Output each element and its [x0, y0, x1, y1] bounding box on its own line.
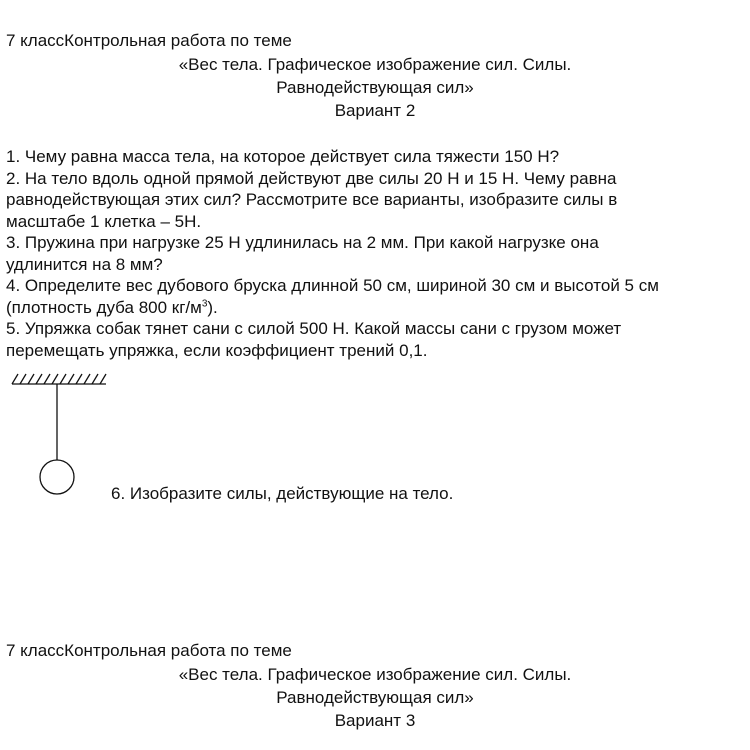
question-5-line1: 5. Упряжка собак тянет сани с силой 500 Н. Какой массы сани с грузом может	[6, 319, 622, 338]
variant2-header-line1: 7 классКонтрольная работа по теме	[6, 31, 292, 50]
task-6: 6. Изобразите силы, действующие на тело.	[111, 484, 454, 503]
question-2-line2: равнодействующая этих сил? Рассмотрите все варианты, изобразите силы в	[6, 190, 618, 209]
variant2-header-line2: «Вес тела. Графическое изображение сил. Силы.	[178, 55, 572, 74]
ceiling-hatching	[12, 374, 106, 384]
variant3-header-line2: «Вес тела. Графическое изображение сил. Силы.	[178, 665, 572, 684]
pendulum-bob	[40, 460, 74, 494]
question-3-line2: удлинится на 8 мм?	[6, 254, 163, 274]
variant3-header-line3: Равнодействующая сил»	[276, 688, 474, 707]
question-4-line1: 4. Определите вес дубового бруска длинной 50 см, шириной 30 см и высотой 5 см	[6, 276, 659, 295]
question-1: 1. Чему равна масса тела, на которое действует сила тяжести 150 Н?	[6, 147, 560, 166]
variant3-label: Вариант 3	[334, 711, 416, 730]
question-5-line2: перемещать упряжка, если коэффициент трений 0,1.	[6, 340, 428, 360]
question-4-density-text: (плотность дуба 800 кг/м	[6, 297, 202, 317]
question-2-line3: масштабе 1 клетка – 5Н.	[6, 211, 202, 231]
question-4-line2	[6, 297, 736, 319]
variant3-header-line1: 7 классКонтрольная работа по теме	[6, 641, 292, 660]
question-3-line1: 3. Пружина при нагрузке 25 Н удлинилась на 2 мм. При какой нагрузке она	[6, 233, 599, 252]
question-2-line1: 2. На тело вдоль одной прямой действуют две силы 20 Н и 15 Н. Чему равна	[6, 168, 617, 188]
variant2-header-line3: Равнодействующая сил»	[276, 78, 474, 97]
question-4-closing: ).	[207, 297, 218, 317]
question-list	[6, 146, 736, 361]
pendulum-diagram	[10, 370, 120, 500]
cubic-exponent: 3	[201, 297, 208, 309]
variant2-label: Вариант 2	[334, 101, 416, 120]
